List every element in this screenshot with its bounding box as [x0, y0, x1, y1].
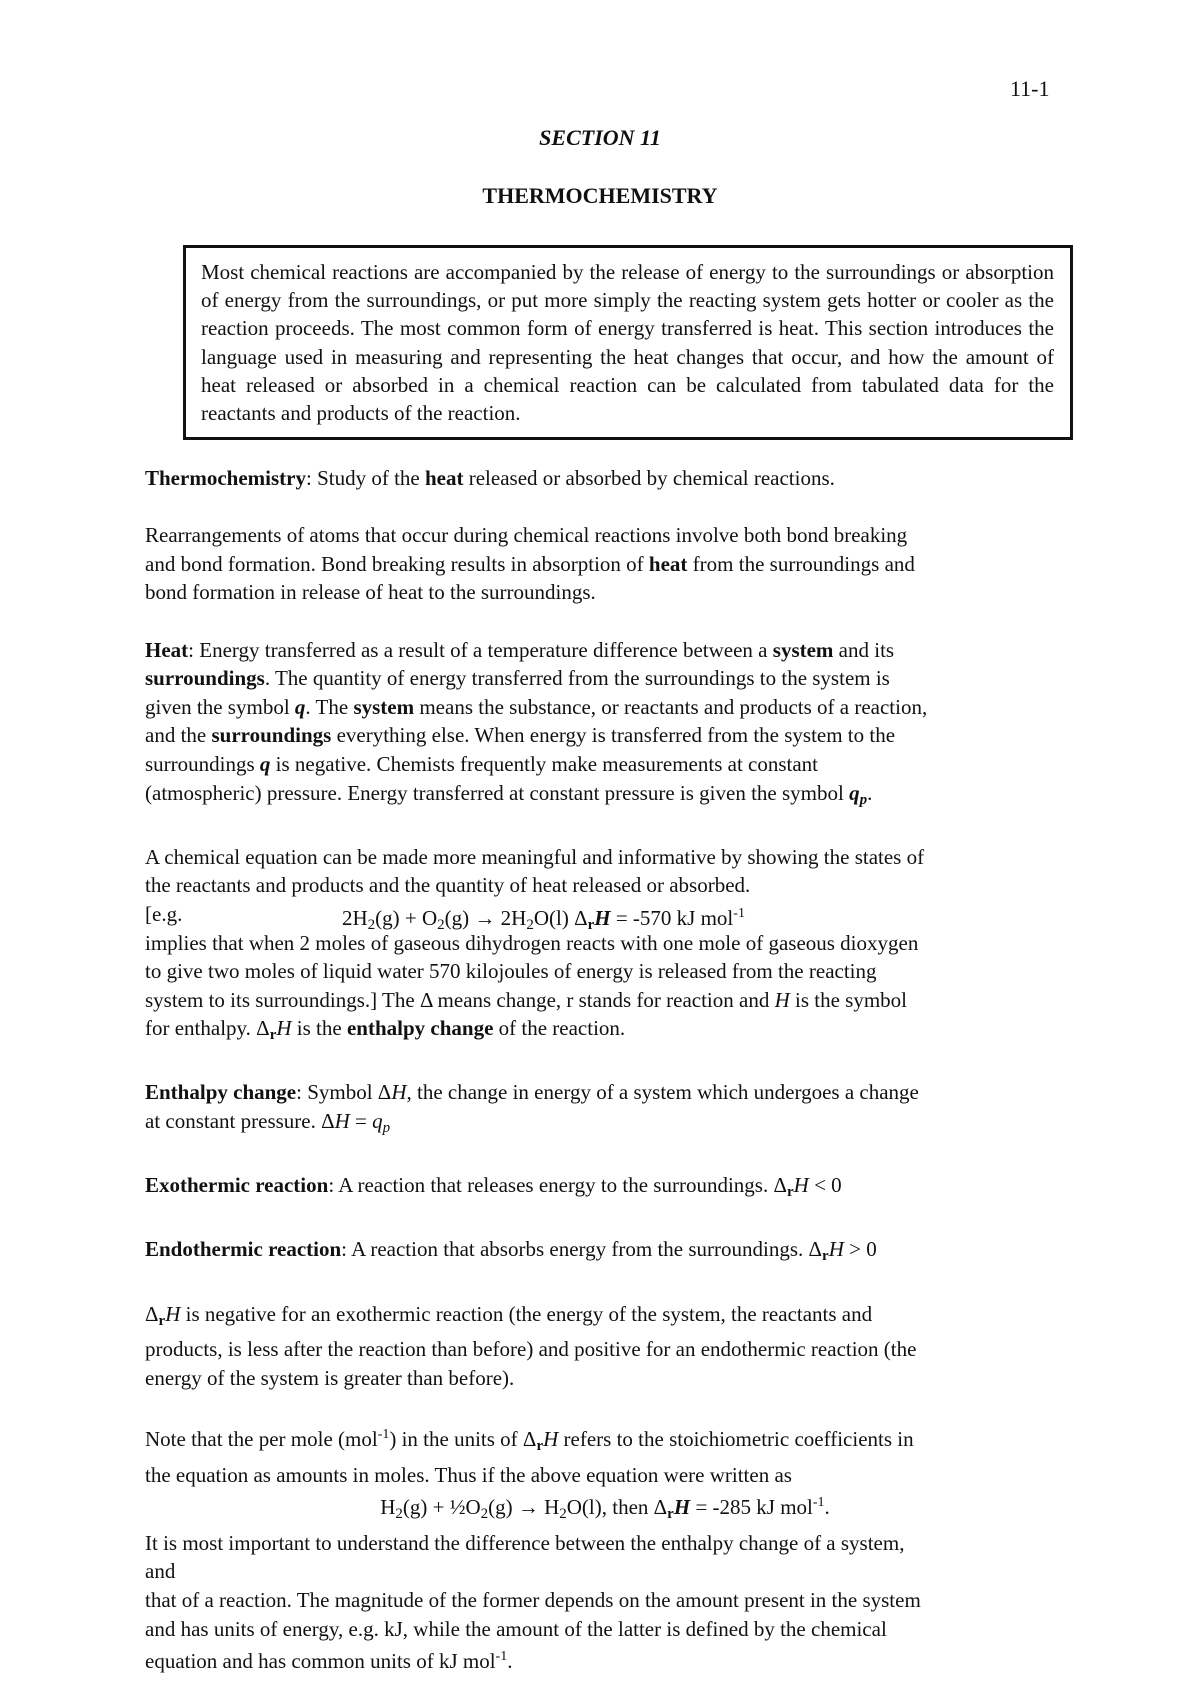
intro-box: [183, 245, 1073, 440]
def-thermochemistry: Thermochemistry: Study of the heat released or absorbed by chemical reactions.: [145, 466, 835, 490]
para-equation: A chemical equation can be made more meaningful and informative by showing the states of the reactants and products and the quantity of heat released or absorbed. [e.g. $2H_2(g) + O_2(g) \to 2H_2O(l) \Delta_rH = -570$ kJ mol$^{-1}$ implies that when 2 moles of gaseous dihydrogen reacts with one mole of gaseous dioxygen to give two moles of liquid water 570 kilojoules of energy is released from the reacting system to its surroundings.] The Δ means change, r stands for reaction and H is the symbol for enthalpy. $\Delta_rH$ is the enthalpy change of the reaction.: [145, 843, 1065, 1050]
para-note: Note that the per mole (mol$^{-1}$) in the units of $\Delta_rH$ refers to the stoichiometric coefficients in the equation as amounts in moles. Thus if the above equation were written as $H_2(g)$ + $\frac{1}{2}O_2(g) \to H_2O(l)$, then $\Delta_rH = -285$ kJ mol$^{-1}$. It is most important to understand the difference between the enthalpy change of a system, and that of a reaction. The magnitude of the former depends on the amount present in the system and has units of energy, e.g. kJ, while the amount of the latter is defined by the chemical equation and has common units of kJ mol$^{-1}$.: [145, 1421, 1065, 1676]
term: Thermochemistry: [145, 466, 306, 490]
def-enthalpy-change: Enthalpy change: Symbol ΔH, the change in energy of a system which undergoes a change at constant pressure. $\Delta H = q_p$: [145, 1080, 919, 1137]
intro-text: Most chemical reactions are accompanied by the release of energy to the surroundings or absorption of energy from the surroundings, or put more simply the reacting system gets hotter or cooler as the reaction proceeds. The most common form of energy transferred is heat. This section introduces the language used in measuring and representing the heat changes that occur, and how the amount of heat released or absorbed in a chemical reaction can be calculated from tabulated data for the reactants and products of the reaction.: [201, 260, 1054, 426]
body-text: [145, 464, 1065, 1704]
page-number: 11-1: [1010, 76, 1050, 101]
def-exothermic: Exothermic reaction: A reaction that releases energy to the surroundings. $\Delta_rH < 0$: [145, 1173, 842, 1201]
equation-1: [e.g. $2H_2(g) + O_2(g) \to 2H_2O(l) \Delta_rH = -570$ kJ mol$^{-1}$: [145, 901, 745, 933]
def-endothermic: Endothermic reaction: A reaction that absorbs energy from the surroundings. $\Delta_rH > 0$: [145, 1237, 877, 1265]
equation-2: $H_2(g)$ + $\frac{1}{2}O_2(g) \to H_2O(l)$, then $\Delta_rH = -285$ kJ mol$^{-1}$.: [380, 1495, 830, 1523]
section-label: SECTION 11: [539, 125, 661, 150]
term: Endothermic reaction: [145, 1237, 342, 1262]
term: Heat: [145, 637, 189, 662]
para-sign: $\Delta_rH$ is negative for an exothermic reaction (the energy of the system, the reactants and products, is less after the reaction than before) and positive for an endothermic reaction (the energy of the system is greater than before).: [145, 1301, 917, 1390]
term: Exothermic reaction: [145, 1173, 329, 1198]
term: Enthalpy change: [145, 1080, 297, 1105]
page-title: THERMOCHEMISTRY: [482, 183, 718, 208]
def-heat: Heat: Energy transferred as a result of a temperature difference between a system and its surroundings. The quantity of energy transferred from the surroundings to the system is given the symbol q. The system means the substance, or reactants and products of a reaction, and the surroundings everything else. When energy is transferred from the system to the surroundings q is negative. Chemists frequently make measurements at constant (atmospheric) pressure. Energy transferred at constant pressure is given the symbol $q_p$.: [145, 637, 928, 808]
para-rearrangement: Rearrangements of atoms that occur during chemical reactions involve both bond breaking and bond formation. Bond breaking results in absorption of heat from the surroundings and bond formation in release of heat to the surroundings.: [145, 523, 915, 605]
